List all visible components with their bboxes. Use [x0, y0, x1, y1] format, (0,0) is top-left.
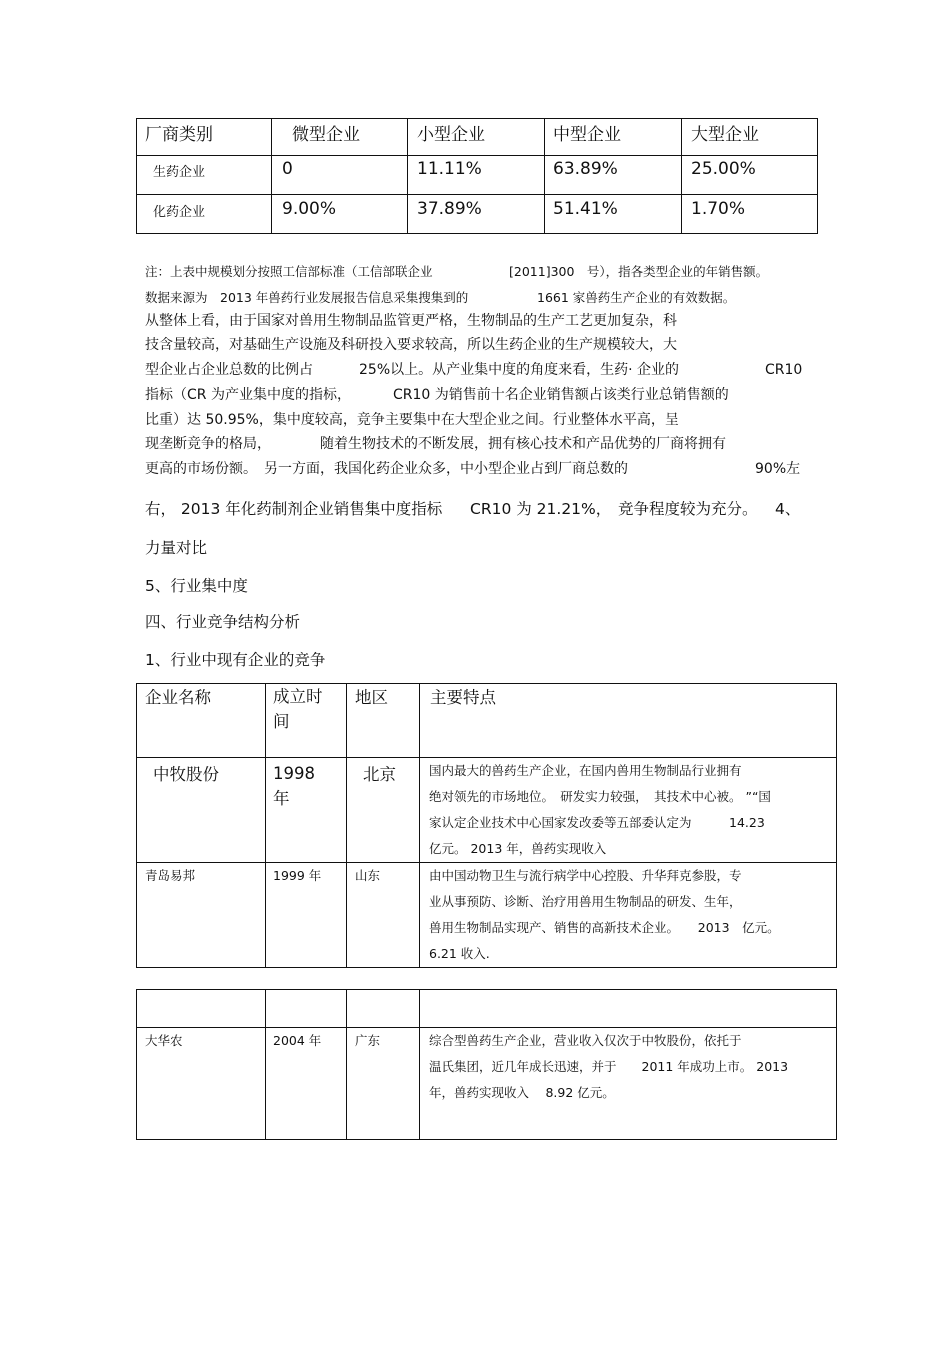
feature-line: 业从事预防、诊断、治疗用兽用生物制品的研发、生年， — [429, 894, 742, 909]
header-cell — [266, 684, 347, 758]
table-cell — [266, 758, 347, 863]
company-name: 大华农 — [145, 1033, 183, 1048]
body-text: 现垄断竞争的格局， — [145, 436, 271, 452]
feature-line: 6.21 收入. — [429, 946, 490, 961]
feature-text — [420, 758, 836, 862]
header-cell — [408, 119, 545, 156]
cell-value: 1.70% — [691, 199, 746, 219]
feature-text — [420, 1028, 836, 1106]
table-cell — [408, 195, 545, 234]
table-header-row — [137, 684, 837, 758]
table-row — [137, 1028, 837, 1140]
feature-text — [420, 863, 836, 967]
header-text: 小型企业 — [417, 125, 485, 145]
body-text: 力量对比 — [145, 539, 208, 557]
feature-line: 亿元。 2013 年，兽药实现收入 — [429, 841, 607, 856]
table-row — [137, 156, 818, 195]
table-note: 注：上表中规模划分按照工信部标准（工信部联企业 — [145, 264, 433, 279]
founding-year: 2004 年 — [273, 1033, 322, 1048]
feature-line: 由中国动物卫生与流行病学中心控股、升华拜克参股，专 — [429, 868, 742, 883]
data-source-note: 1661 家兽药生产企业的有效数据。 — [537, 290, 736, 305]
header-text: 企业名称 — [145, 688, 211, 707]
body-text: 技含量较高，对基础生产设施及科研投入要求较高，所以生药企业的生产规模较大，大 — [145, 337, 677, 353]
header-text: 主要特点 — [430, 688, 496, 707]
table-cell — [682, 195, 818, 234]
body-text: 比重）达 50.95%，集中度较高，竞争主要集中在大型企业之间。行业整体水平高，呈 — [145, 412, 679, 428]
enterprise-size-table — [136, 118, 818, 234]
header-text: 微型企业 — [292, 125, 360, 145]
empty-cell — [266, 990, 347, 1028]
table-note: [2011]300 号），指各类型企业的年销售额。 — [509, 264, 769, 279]
table-cell — [420, 863, 837, 968]
feature-line: 综合型兽药生产企业，营业收入仅次于中牧股份，依托于 — [429, 1033, 742, 1048]
empty-cell — [137, 990, 266, 1028]
body-text: 从整体上看，由于国家对兽用生物制品监管更严格，生物制品的生产工艺更加复杂，科 — [145, 313, 677, 329]
table-cell — [347, 1028, 420, 1140]
table-row — [137, 758, 837, 863]
table-cell — [266, 863, 347, 968]
cell-value: 37.89% — [417, 199, 482, 219]
cell-value: 0 — [282, 159, 293, 179]
cell-value: 11.11% — [417, 159, 482, 179]
company-name: 中牧股份 — [153, 765, 219, 784]
feature-line: 国内最大的兽药生产企业，在国内兽用生物制品行业拥有 — [429, 763, 742, 778]
table-cell — [408, 156, 545, 195]
table-header-row — [137, 119, 818, 156]
body-text: 型企业占企业总数的比例占 — [145, 362, 313, 378]
founding-year: 1998年 — [273, 764, 315, 808]
section-heading: 5、行业集中度 — [145, 577, 248, 595]
table-header-row — [137, 990, 837, 1028]
cell-value: 9.00% — [282, 199, 337, 219]
competitor-table — [136, 683, 837, 968]
table-cell — [137, 863, 266, 968]
body-text: 90%左 — [755, 461, 801, 477]
header-cell — [137, 684, 266, 758]
row-label: 化药企业 — [153, 205, 206, 220]
table-cell — [347, 758, 420, 863]
table-cell — [137, 758, 266, 863]
header-cell — [137, 119, 272, 156]
table-cell — [137, 156, 272, 195]
table-cell — [545, 156, 682, 195]
body-text: 指标（CR 为产业集中度的指标， — [145, 387, 351, 403]
table-cell — [545, 195, 682, 234]
empty-cell — [347, 990, 420, 1028]
cell-value: 51.41% — [553, 199, 618, 219]
table-cell — [272, 156, 408, 195]
region: 山东 — [355, 868, 381, 883]
table-cell — [137, 1028, 266, 1140]
body-text: CR10 为 21.21%， — [470, 500, 612, 518]
body-text: 25%以上。从产业集中度的角度来看，生药· 企业的 — [359, 362, 680, 378]
competitor-table-continued — [136, 989, 837, 1140]
feature-line: 兽用生物制品实现产、销售的高新技术企业。 2013 亿元。 — [429, 920, 780, 935]
empty-cell — [420, 990, 837, 1028]
region: 北京 — [363, 765, 396, 784]
body-text: CR10 — [765, 362, 803, 378]
header-cell — [272, 119, 408, 156]
table-cell — [137, 195, 272, 234]
company-name: 青岛易邦 — [145, 868, 196, 883]
body-text: 4、 — [775, 500, 801, 518]
body-text: 右， 2013 年化药制剂企业销售集中度指标 — [145, 500, 443, 518]
header-cell — [682, 119, 818, 156]
table-cell — [266, 1028, 347, 1140]
table-cell — [347, 863, 420, 968]
table-row — [137, 863, 837, 968]
body-text: 更高的市场份额。 另一方面，我国化药企业众多，中小型企业占到厂商总数的 — [145, 461, 628, 477]
feature-line: 家认定企业技术中心国家发改委等五部委认定为 14.23 — [429, 815, 765, 830]
body-text: 竞争程度较为充分。 — [618, 500, 758, 518]
feature-line: 温氏集团，近几年成长迅速，并于 2011 年成功上市。 2013 — [429, 1059, 789, 1074]
feature-line: 绝对领先的市场地位。 研发实力较强， 其技术中心被。 ”“国 — [429, 789, 771, 804]
table-cell — [420, 758, 837, 863]
header-cell — [420, 684, 837, 758]
header-text: 中型企业 — [553, 125, 621, 145]
body-text: 随着生物技术的不断发展，拥有核心技术和产品优势的厂商将拥有 — [320, 436, 726, 452]
body-text: CR10 为销售前十名企业销售额占该类行业总销售额的 — [393, 387, 729, 403]
row-label: 生药企业 — [153, 165, 206, 180]
table-row — [137, 195, 818, 234]
cell-value: 63.89% — [553, 159, 618, 179]
data-source-note: 数据来源为 2013 年兽药行业发展报告信息采集搜集到的 — [145, 290, 469, 305]
section-heading: 1、行业中现有企业的竞争 — [145, 651, 326, 669]
cell-value: 25.00% — [691, 159, 756, 179]
region: 广东 — [355, 1033, 381, 1048]
header-text: 成立时间 — [273, 687, 323, 731]
header-text: 地区 — [355, 688, 388, 707]
header-text: 厂商类别 — [145, 125, 213, 145]
section-heading: 四、行业竞争结构分析 — [145, 613, 301, 631]
header-text: 大型企业 — [691, 125, 759, 145]
header-cell — [347, 684, 420, 758]
table-cell — [682, 156, 818, 195]
header-cell — [545, 119, 682, 156]
feature-line: 年，兽药实现收入 8.92 亿元。 — [429, 1085, 615, 1100]
founding-year: 1999 年 — [273, 868, 322, 883]
table-cell — [420, 1028, 837, 1140]
table-cell — [272, 195, 408, 234]
